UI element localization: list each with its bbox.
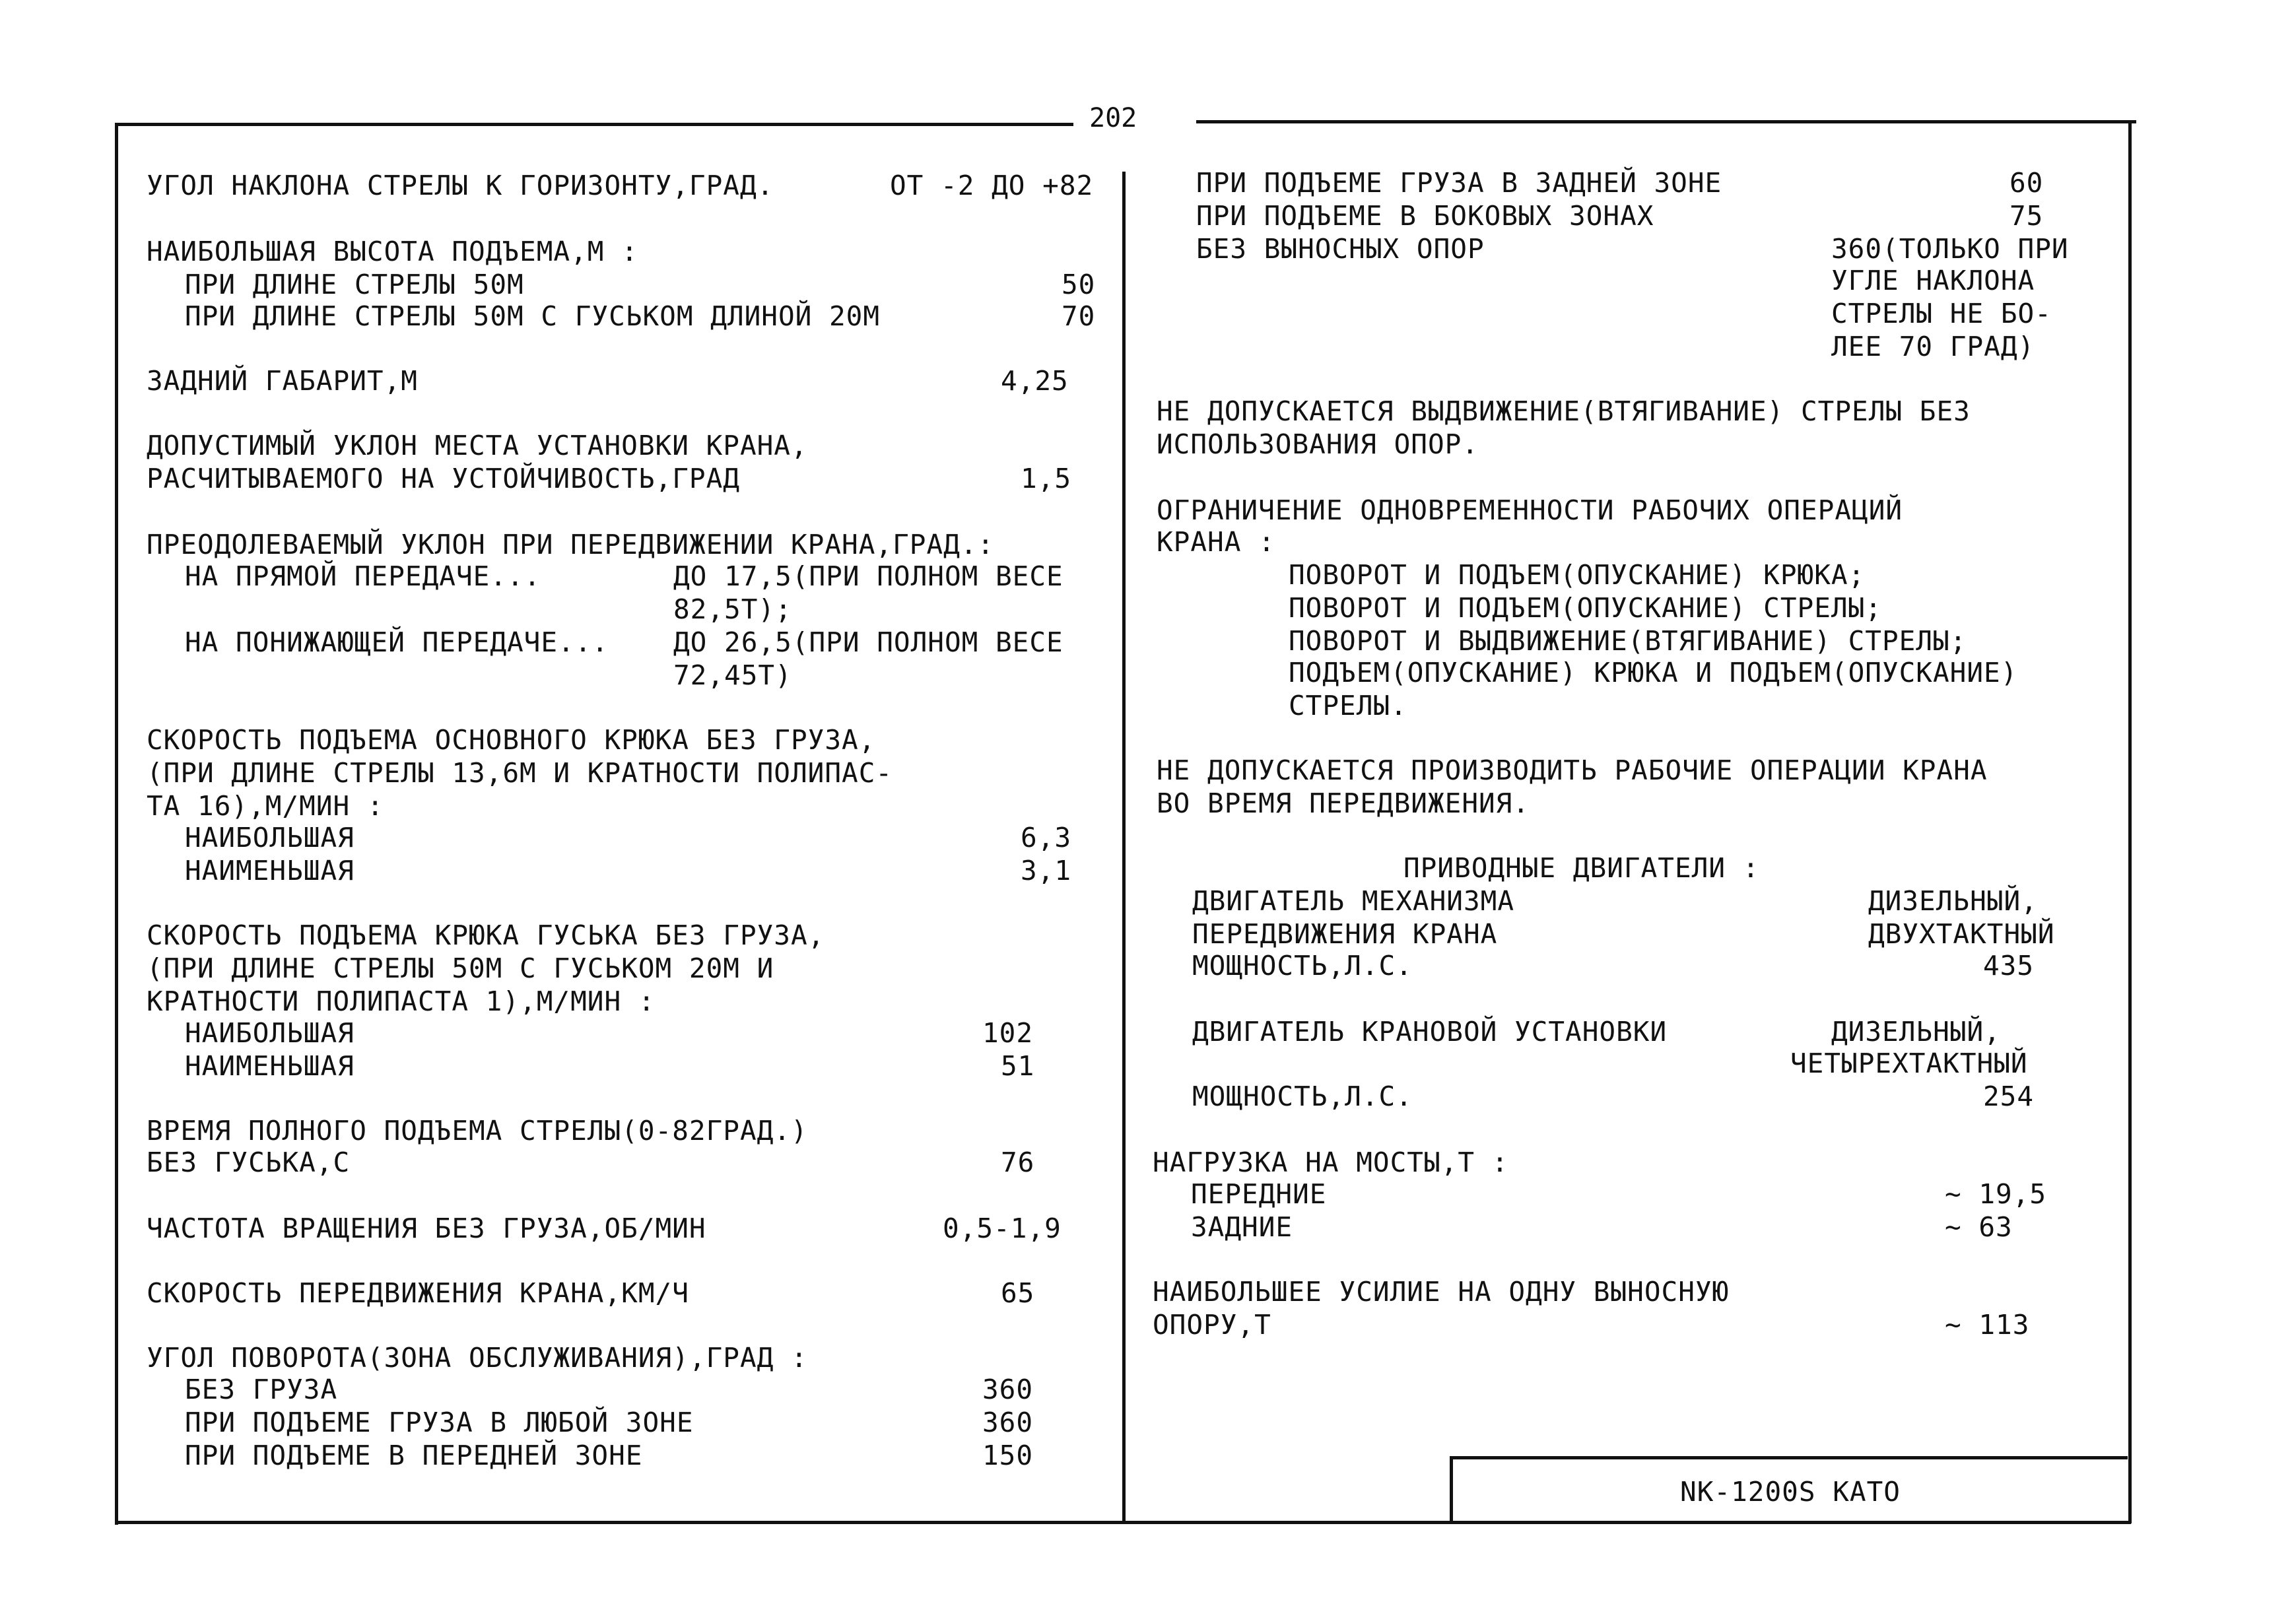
climb-reduced-value: ДО 26,5(ПРИ ПОЛНОМ ВЕСЕ — [673, 626, 1064, 658]
max-height-heading: НАИБОЛЬШАЯ ВЫСОТА ПОДЪЕМА,М : — [147, 236, 638, 267]
jib-hook-speed-line2: (ПРИ ДЛИНЕ СТРЕЛЫ 50М С ГУСЬКОМ 20М И — [147, 952, 774, 984]
no-outriggers-value: 360(ТОЛЬКО ПРИ — [1831, 233, 2069, 265]
travel-engine-power-label: МОЩНОСТЬ,Л.С. — [1192, 950, 1413, 982]
telescope-note-line2: ИСПОЛЬЗОВАНИЯ ОПОР. — [1157, 428, 1479, 460]
rear-clearance-value: 4,25 — [1001, 365, 1069, 397]
axle-load-rear-value: ~ 63 — [1945, 1211, 2013, 1243]
engines-heading: ПРИВОДНЫЕ ДВИГАТЕЛИ : — [1403, 852, 1760, 884]
simultaneous-item: ПОВОРОТ И ВЫДВИЖЕНИЕ(ВТЯГИВАНИЕ) СТРЕЛЫ; — [1289, 625, 1967, 657]
slew-angle-row-label: ПРИ ПОДЪЕМЕ ГРУЗА В ЛЮБОЙ ЗОНЕ — [185, 1407, 694, 1438]
frame-right — [2128, 120, 2132, 1523]
max-height-row-value: 50 — [1062, 269, 1096, 300]
axle-load-front-value: ~ 19,5 — [1945, 1178, 2047, 1210]
boom-raise-time-value: 76 — [1001, 1147, 1035, 1178]
main-hook-max-label: НАИБОЛЬШАЯ — [185, 822, 355, 853]
crane-engine-type1: ДИЗЕЛЬНЫЙ, — [1831, 1016, 2001, 1048]
travel-engine-label2: ПЕРЕДВИЖЕНИЯ КРАНА — [1192, 918, 1498, 950]
no-outriggers-value: УГЛЕ НАКЛОНА — [1831, 265, 2035, 296]
max-height-row-label: ПРИ ДЛИНЕ СТРЕЛЫ 50М С ГУСЬКОМ ДЛИНОЙ 20М — [185, 300, 881, 332]
simultaneous-item: ПОВОРОТ И ПОДЪЕМ(ОПУСКАНИЕ) СТРЕЛЫ; — [1289, 592, 1882, 624]
climb-direct-value-2: 82,5Т); — [673, 593, 792, 625]
slew-angle-row-value: 150 — [982, 1440, 1034, 1471]
max-height-row-value: 70 — [1062, 300, 1096, 332]
slew-side-value: 75 — [2009, 200, 2044, 232]
axle-load-heading: НАГРУЗКА НА МОСТЫ,Т : — [1153, 1147, 1509, 1178]
page-number: 202 — [1089, 103, 1137, 133]
allowed-slope-line1: ДОПУСТИМЫЙ УКЛОН МЕСТА УСТАНОВКИ КРАНА, — [147, 430, 808, 461]
climb-direct-label: НА ПРЯМОЙ ПЕРЕДАЧЕ... — [185, 560, 541, 592]
slew-angle-row-label: ПРИ ПОДЪЕМЕ В ПЕРЕДНЕЙ ЗОНЕ — [185, 1440, 643, 1471]
climb-reduced-value-2: 72,45Т) — [673, 659, 792, 691]
max-height-row-label: ПРИ ДЛИНЕ СТРЕЛЫ 50М — [185, 269, 524, 300]
slew-speed-value: 0,5-1,9 — [943, 1213, 1062, 1244]
main-hook-speed-line3: ТА 16),М/МИН : — [147, 790, 384, 822]
crane-engine-power-label: МОЩНОСТЬ,Л.С. — [1192, 1081, 1413, 1112]
travel-note-line1: НЕ ДОПУСКАЕТСЯ ПРОИЗВОДИТЬ РАБОЧИЕ ОПЕРАЦИИ КРАНА — [1157, 754, 1988, 786]
boom-angle-label: УГОЛ НАКЛОНА СТРЕЛЫ К ГОРИЗОНТУ,ГРАД. — [147, 170, 774, 201]
main-hook-speed-line1: СКОРОСТЬ ПОДЪЕМА ОСНОВНОГО КРЮКА БЕЗ ГРУЗА, — [147, 724, 876, 756]
climb-heading: ПРЕОДОЛЕВАЕМЫЙ УКЛОН ПРИ ПЕРЕДВИЖЕНИИ КРАНА,ГРАД.: — [147, 529, 995, 560]
allowed-slope-value: 1,5 — [1021, 463, 1072, 494]
simultaneous-item: ПОДЪЕМ(ОПУСКАНИЕ) КРЮКА И ПОДЪЕМ(ОПУСКАНИЕ) — [1289, 657, 2018, 688]
rear-clearance-label: ЗАДНИЙ ГАБАРИТ,М — [147, 365, 418, 397]
jib-hook-max-value: 102 — [982, 1017, 1034, 1049]
slew-speed-label: ЧАСТОТА ВРАЩЕНИЯ БЕЗ ГРУЗА,ОБ/МИН — [147, 1213, 706, 1244]
climb-direct-value: ДО 17,5(ПРИ ПОЛНОМ ВЕСЕ — [673, 560, 1064, 592]
crane-engine-type2: ЧЕТЫРЕХТАКТНЫЙ — [1790, 1048, 2028, 1079]
jib-hook-min-value: 51 — [1001, 1050, 1035, 1082]
travel-speed-label: СКОРОСТЬ ПЕРЕДВИЖЕНИЯ КРАНА,КМ/Ч — [147, 1277, 689, 1309]
outrigger-force-value: ~ 113 — [1945, 1309, 2030, 1341]
allowed-slope-line2: РАСЧИТЫВАЕМОГО НА УСТОЙЧИВОСТЬ,ГРАД — [147, 463, 740, 494]
telescope-note-line1: НЕ ДОПУСКАЕТСЯ ВЫДВИЖЕНИЕ(ВТЯГИВАНИЕ) СТРЕЛЫ БЕЗ — [1157, 395, 1971, 427]
jib-hook-speed-line1: СКОРОСТЬ ПОДЪЕМА КРЮКА ГУСЬКА БЕЗ ГРУЗА, — [147, 919, 825, 951]
climb-reduced-label: НА ПОНИЖАЮЩЕЙ ПЕРЕДАЧЕ... — [185, 626, 609, 658]
main-hook-min-label: НАИМЕНЬШАЯ — [185, 855, 355, 886]
boom-raise-time-line2: БЕЗ ГУСЬКА,С — [147, 1147, 351, 1178]
jib-hook-max-label: НАИБОЛЬШАЯ — [185, 1017, 355, 1049]
simultaneous-line2: КРАНА : — [1157, 526, 1275, 558]
outrigger-force-line2: ОПОРУ,Т — [1153, 1309, 1271, 1341]
main-hook-speed-line2: (ПРИ ДЛИНЕ СТРЕЛЫ 13,6М И КРАТНОСТИ ПОЛИПАС- — [147, 757, 893, 789]
title-block-text: NK-1200S KATO — [1680, 1476, 1901, 1508]
crane-engine-label: ДВИГАТЕЛЬ КРАНОВОЙ УСТАНОВКИ — [1192, 1016, 1668, 1048]
main-hook-max-value: 6,3 — [1021, 822, 1072, 853]
slew-rear-label: ПРИ ПОДЪЕМЕ ГРУЗА В ЗАДНЕЙ ЗОНЕ — [1196, 167, 1722, 199]
simultaneous-item: ПОВОРОТ И ПОДЪЕМ(ОПУСКАНИЕ) КРЮКА; — [1289, 559, 1866, 591]
no-outriggers-value: СТРЕЛЫ НЕ БО- — [1831, 298, 2052, 329]
jib-hook-min-label: НАИМЕНЬШАЯ — [185, 1050, 355, 1082]
jib-hook-speed-line3: КРАТНОСТИ ПОЛИПАСТА 1),М/МИН : — [147, 985, 656, 1017]
boom-raise-time-line1: ВРЕМЯ ПОЛНОГО ПОДЪЕМА СТРЕЛЫ(0-82ГРАД.) — [147, 1115, 808, 1147]
main-hook-min-value: 3,1 — [1021, 855, 1072, 886]
frame-left — [115, 123, 118, 1525]
travel-note-line2: ВО ВРЕМЯ ПЕРЕДВИЖЕНИЯ. — [1157, 787, 1530, 819]
simultaneous-item: СТРЕЛЫ. — [1289, 690, 1407, 721]
travel-speed-value: 65 — [1001, 1277, 1035, 1309]
frame-top-left — [116, 123, 1073, 126]
frame-top-right — [1196, 120, 2136, 123]
slew-angle-heading: УГОЛ ПОВОРОТА(ЗОНА ОБСЛУЖИВАНИЯ),ГРАД : — [147, 1342, 808, 1374]
axle-load-rear-label: ЗАДНИЕ — [1191, 1211, 1293, 1243]
boom-angle-value: ОТ -2 ДО +82 — [890, 170, 1094, 201]
slew-rear-value: 60 — [2009, 167, 2044, 199]
title-block — [1450, 1456, 2128, 1524]
no-outriggers-label: БЕЗ ВЫНОСНЫХ ОПОР — [1196, 233, 1485, 265]
travel-engine-type1: ДИЗЕЛЬНЫЙ, — [1868, 885, 2038, 917]
travel-engine-label1: ДВИГАТЕЛЬ МЕХАНИЗМА — [1192, 885, 1514, 917]
frame-divider — [1122, 172, 1126, 1523]
slew-side-label: ПРИ ПОДЪЕМЕ В БОКОВЫХ ЗОНАХ — [1196, 200, 1654, 232]
slew-angle-row-label: БЕЗ ГРУЗА — [185, 1374, 338, 1405]
axle-load-front-label: ПЕРЕДНИЕ — [1191, 1178, 1327, 1210]
no-outriggers-value: ЛЕЕ 70 ГРАД) — [1831, 331, 2035, 362]
slew-angle-row-value: 360 — [982, 1374, 1034, 1405]
slew-angle-row-value: 360 — [982, 1407, 1034, 1438]
travel-engine-power-value: 435 — [1983, 950, 2035, 982]
crane-engine-power-value: 254 — [1983, 1081, 2035, 1112]
travel-engine-type2: ДВУХТАКТНЫЙ — [1868, 918, 2055, 950]
simultaneous-line1: ОГРАНИЧЕНИЕ ОДНОВРЕМЕННОСТИ РАБОЧИХ ОПЕРАЦИЙ — [1157, 494, 1903, 526]
outrigger-force-line1: НАИБОЛЬШЕЕ УСИЛИЕ НА ОДНУ ВЫНОСНУЮ — [1153, 1276, 1730, 1308]
